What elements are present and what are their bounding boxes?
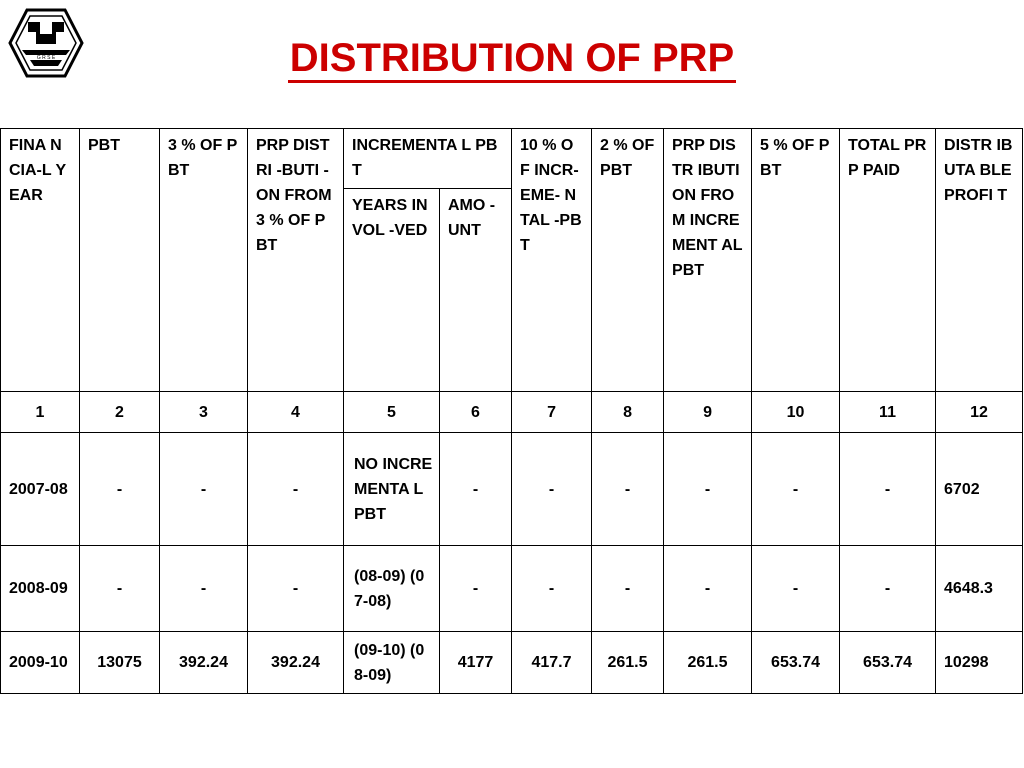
column-number: 5 — [344, 392, 440, 433]
header-total-prp-paid: TOTAL PRP PAID — [840, 129, 936, 392]
cell-amount: - — [440, 433, 512, 546]
column-number: 3 — [160, 392, 248, 433]
cell-pbt: - — [80, 433, 160, 546]
cell-prp-3pct: - — [248, 546, 344, 632]
cell-5pct: - — [752, 546, 840, 632]
cell-prp-3pct: 392.24 — [248, 632, 344, 694]
logo-text-bottom: G R S E — [36, 55, 56, 61]
cell-5pct: 653.74 — [752, 632, 840, 694]
cell-distributable: 10298 — [936, 632, 1023, 694]
header-5pct-of-pbt: 5 % OF PBT — [752, 129, 840, 392]
cell-3pct: - — [160, 546, 248, 632]
header-prp-distribution-3pct: PRP DISTRI -BUTI -ON FROM 3 % OF PBT — [248, 129, 344, 392]
cell-year: 2007-08 — [1, 433, 80, 546]
cell-pbt: 13075 — [80, 632, 160, 694]
prp-distribution-table — [0, 128, 1023, 694]
cell-years-involved: (08-09) (07-08) — [344, 546, 440, 632]
header-row — [1, 129, 1023, 189]
cell-prp-incremental: 261.5 — [664, 632, 752, 694]
cell-5pct: - — [752, 433, 840, 546]
cell-2pct: - — [592, 546, 664, 632]
logo-text-top: THE NAVI TEEN — [27, 45, 65, 51]
column-number: 6 — [440, 392, 512, 433]
cell-distributable: 6702 — [936, 433, 1023, 546]
column-number: 8 — [592, 392, 664, 433]
cell-pbt: - — [80, 546, 160, 632]
header-2pct-of-pbt: 2 % OF PBT — [592, 129, 664, 392]
cell-years-involved: (09-10) (08-09) — [344, 632, 440, 694]
column-number: 12 — [936, 392, 1023, 433]
header-10pct-incremental: 10 % OF INCR- EME- NTAL -PBT — [512, 129, 592, 392]
header-distributable-profit: DISTR IBUTA BLE PROFI T — [936, 129, 1023, 392]
header-amount: AMO -UNT — [440, 189, 512, 392]
header-prp-distribution-incremental: PRP DISTR IBUTI ON FROM INCRE MENT AL PBT — [664, 129, 752, 392]
cell-10pct: - — [512, 433, 592, 546]
cell-2pct: - — [592, 433, 664, 546]
header-financial-year: FINA NCIA-L YEAR — [1, 129, 80, 392]
cell-prp-incremental: - — [664, 433, 752, 546]
cell-total-prp: - — [840, 433, 936, 546]
table-row — [1, 433, 1023, 546]
page-title: DISTRIBUTION OF PRP — [288, 36, 736, 83]
cell-total-prp: 653.74 — [840, 632, 936, 694]
cell-year: 2008-09 — [1, 546, 80, 632]
cell-10pct: 417.7 — [512, 632, 592, 694]
cell-amount: 4177 — [440, 632, 512, 694]
cell-prp-3pct: - — [248, 433, 344, 546]
cell-10pct: - — [512, 546, 592, 632]
cell-prp-incremental: - — [664, 546, 752, 632]
cell-amount: - — [440, 546, 512, 632]
page-title-wrapper — [0, 34, 1024, 83]
cell-3pct: - — [160, 433, 248, 546]
column-number: 9 — [664, 392, 752, 433]
header-incremental-pbt: INCREMENTA L PBT — [344, 129, 512, 189]
column-number: 1 — [1, 392, 80, 433]
cell-3pct: 392.24 — [160, 632, 248, 694]
column-number: 11 — [840, 392, 936, 433]
cell-2pct: 261.5 — [592, 632, 664, 694]
header-pbt: PBT — [80, 129, 160, 392]
table-row — [1, 546, 1023, 632]
column-number: 7 — [512, 392, 592, 433]
cell-year: 2009-10 — [1, 632, 80, 694]
cell-total-prp: - — [840, 546, 936, 632]
column-number: 10 — [752, 392, 840, 433]
cell-years-involved: NO INCRE MENTA L PBT — [344, 433, 440, 546]
column-number: 2 — [80, 392, 160, 433]
column-number: 4 — [248, 392, 344, 433]
table-row — [1, 632, 1023, 694]
column-number-row — [1, 392, 1023, 433]
header-years-involved: YEARS INVOL -VED — [344, 189, 440, 392]
cell-distributable: 4648.3 — [936, 546, 1023, 632]
header-3pct-of-pbt: 3 % OF PBT — [160, 129, 248, 392]
